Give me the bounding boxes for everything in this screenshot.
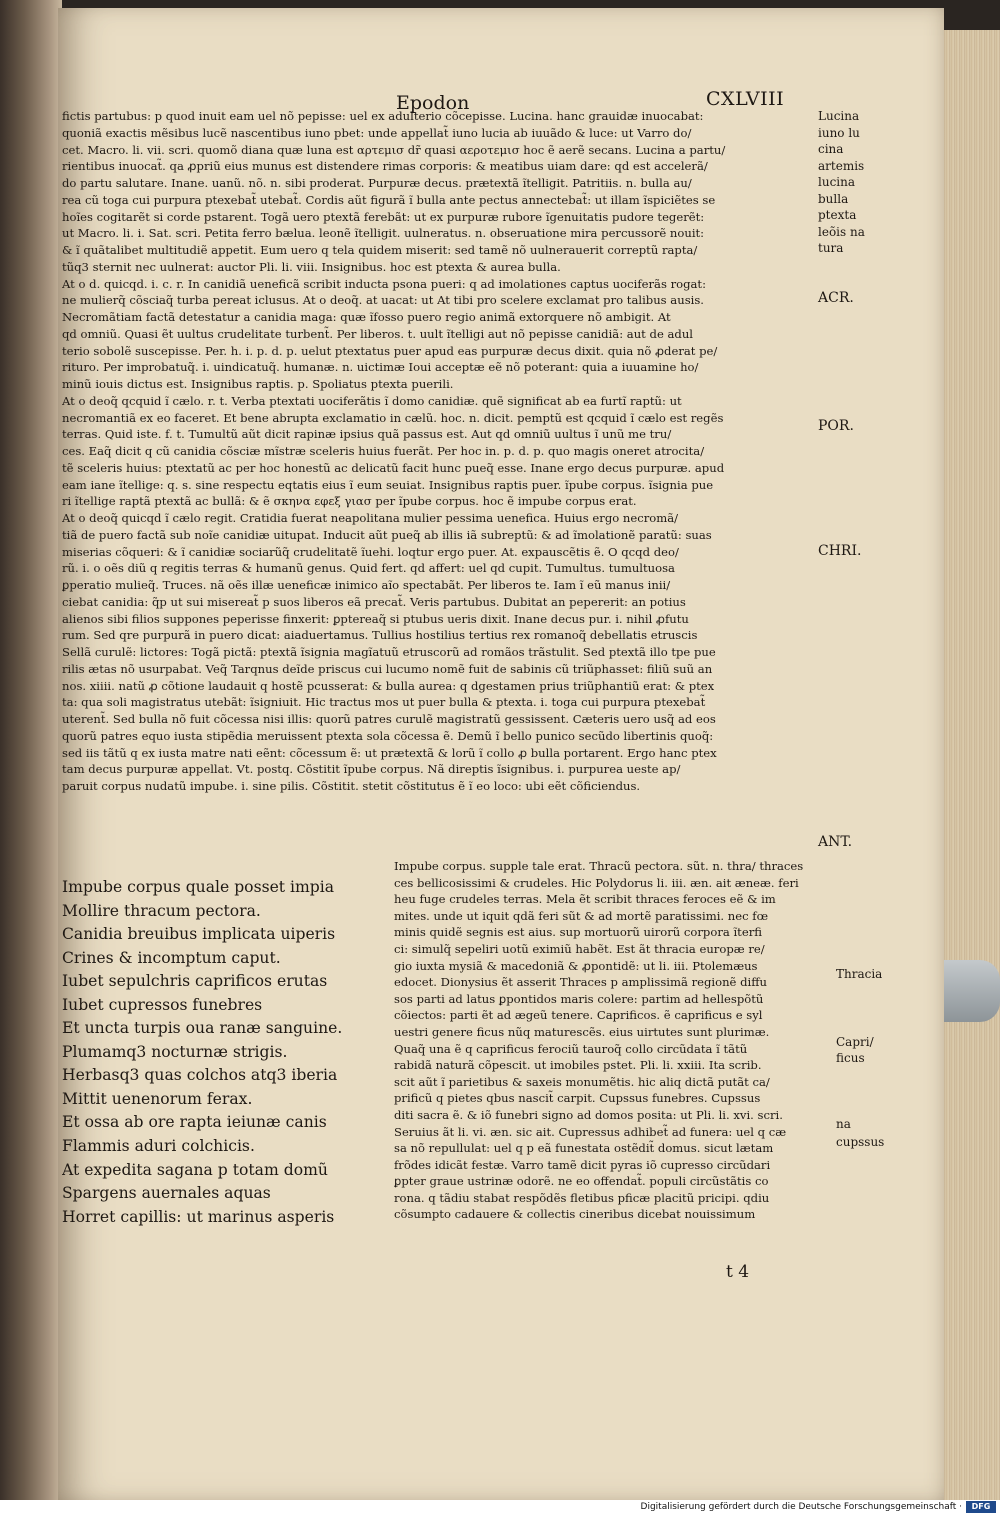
right-commentary-line: prificũ q pietes qbus nascit̃ carpit. Cupssus funebres. Cupssus xyxy=(394,1091,761,1106)
commentary-line: nos. xiiii. natũ ꝓ cõtione laudauit q hostẽ pcusserat: & bulla aurea: q dgestamen prius triũphantiũ erat: & ptex xyxy=(62,678,715,693)
margin-note: na xyxy=(836,1117,851,1131)
verse-line: Crines & incomptum caput. xyxy=(62,948,281,967)
commentary-line: tũq3 sternit nec uulnerat: auctor Pli. li. viii. Insignibus. hoc est ptexta & aurea bulla. xyxy=(62,259,561,274)
verse-line: Mollire thracum pectora. xyxy=(62,901,261,920)
right-commentary-line: sa nõ repullulat: uel q p eã funestata ostẽdit̃ domus. sicut lætam xyxy=(394,1141,774,1156)
margin-note: bulla xyxy=(818,191,849,206)
verse-line: Spargens auernales aquas xyxy=(62,1184,271,1203)
commentary-line: do partu salutare. Inane. uanũ. nõ. n. sibi proderat. Purpuræ decus. prætextã ĩtelligit. Patritiis. n. bulla au/ xyxy=(62,176,692,190)
margin-note: ptexta xyxy=(818,208,857,222)
right-commentary-line: minis quidẽ segnis est aius. sup mortuorũ uirorũ corpora ĩterfi xyxy=(394,925,762,940)
commentary-line: miserias cõqueri: & ĩ canidiæ sociarũq̃ crudelitatẽ ĩuehi. loqtur ergo puer. At. expauscẽtis ẽ. O qcqd deo/ xyxy=(62,544,679,559)
right-commentary-line: gio iuxta mysiã & macedoniã & ꝓpontidẽ: ut li. iii. Ptolemæus xyxy=(394,958,758,973)
commentary-line: ꝑperatio mulieq̃. Truces. nã oẽs illæ ueneficæ inimico aĩo spectabãt. Per liberos te. Iam ĩ eũ manus inii/ xyxy=(62,578,671,592)
margin-note: lucina xyxy=(818,175,856,189)
verse-column xyxy=(62,876,392,1229)
right-commentary-line: frõdes idicãt festæ. Varro tamẽ dicit pyras iõ cupresso circũdari xyxy=(394,1157,771,1172)
verse-line: Iubet sepulchris caprificos erutas xyxy=(62,972,328,991)
commentary-line: quorũ patres equo iusta stipẽdia meruissent ptexta sola cõcessa ẽ. Demũ ĩ bello punico secũdo libertinis quoq̃: xyxy=(62,728,714,743)
margin-note: cina xyxy=(818,142,844,156)
commentary-line: ciebat canidia: q̃p ut sui misereat̃ p suos liberos eã precat̃. Veris partubus. Dubitat an pepererit: an potius xyxy=(62,594,686,609)
commentary-line: ces. Eaq̃ dicit q cũ canidia cõsciæ mĩstræ sceleris huius fuerãt. Per hoc in. p. d. p. quo magis oneret atrocita/ xyxy=(62,444,705,458)
commentary-line: cet. Macro. li. vii. scri. quomõ diana quæ luna est αρτεμισ dr̃ quasi αεροτεμισ hoc ẽ aerẽ secans. Lucina a partu/ xyxy=(62,142,726,157)
right-commentary-line: diti sacra ẽ. & iõ funebri signo ad domos posita: ut Pli. li. xvi. scri. xyxy=(394,1107,783,1122)
margin-note: Capri/ xyxy=(836,1035,874,1049)
margin-note: cupssus xyxy=(836,1135,885,1149)
right-commentary-line: ces bellicosissimi & crudeles. Hic Polydorus li. iii. æn. ait æneæ. feri xyxy=(394,875,799,890)
verse-line: Et ossa ab ore rapta ieiunæ canis xyxy=(62,1113,327,1132)
margin-note: iuno lu xyxy=(818,125,860,140)
page-edges xyxy=(940,30,1000,1500)
margin-key-por: POR. xyxy=(818,418,854,434)
adjacent-page-fragment xyxy=(4,40,54,1440)
commentary-line: Sellã curulẽ: lictores: Togã pictã: ptextã ĩsignia magĩatuũ etruscorũ ad romãos trãstulit. Sed ptextã illo tpe pue xyxy=(62,645,716,659)
right-commentary-line: cõsumpto cadauere & collectis cineribus dicebat nouissimum xyxy=(394,1207,756,1222)
verse-line: At expedita sagana p totam domũ xyxy=(62,1160,328,1179)
margin-key-chri: CHRI. xyxy=(818,543,862,559)
verse-line: Iubet cupressos funebres xyxy=(62,995,263,1014)
commentary-line: At o deoq̃ qcquid ĩ cælo. r. t. Verba ptextati uociferãtis ĩ domo canidiæ. quẽ significat ab ea furtĩ raptũ: ut xyxy=(62,393,682,408)
verse-line: Canidia breuibus implicata uiperis xyxy=(62,925,336,944)
commentary-line: rum. Sed qre purpurã in puero dicat: aiaduertamus. Tullius hostilius tertius rex romanoq̃ debellatis etruscis xyxy=(62,628,698,643)
commentary-line: rilis ætas nõ usurpabat. Veq̃ Tarqnus deĩde priscus cui lucumo nomẽ fuit de sabinis cũ triũphasset: filiũ suũ an xyxy=(62,661,713,676)
right-commentary-line: heu fuge crudeles terras. Mela ẽt scribit thraces feroces eẽ & im xyxy=(394,892,776,907)
verse-line: Plumamq3 nocturnæ strigis. xyxy=(62,1042,288,1061)
verse-line: Mittit uenenorum ferax. xyxy=(62,1089,253,1108)
commentary-line: & ĩ quãtalibet multitudiẽ appetit. Eum uero q tela quidem miserit: sed tamẽ nõ uulnerauerit correptũ rapta/ xyxy=(62,243,698,257)
commentary-line: ri ĩtellige raptã ptextã ac bullã: & ẽ σκηνα εφεξ γιασ per ĩpube corpus. hoc ẽ impube corpus erat. xyxy=(62,494,637,509)
commentary-line: rituro. Per improbatuq̃. i. uindicatuq̃. humanæ. n. uictimæ Ioui acceptæ eẽ nõ poterant: quia a iuuamine ho/ xyxy=(62,360,699,375)
commentary-line: sed iis tãtũ q ex iusta matre nati eẽnt: cõcessum ẽ: ut prætextã & lorũ ĩ collo ꝓ bulla portarent. Ergo hanc ptex xyxy=(62,745,717,760)
right-commentary-line: ci: simulq̃ sepeliri uotũ eximiũ habẽt. Est ãt thracia europæ re/ xyxy=(394,941,765,956)
commentary-line: paruit corpus nudatũ impube. i. sine pilis. Cõstitit. stetit cõstitutus ẽ ĩ eo loco: ubi eẽt cõficiendus. xyxy=(62,779,641,793)
right-commentary-line: rona. q tãdiu stabat respõdẽs fletibus pficæ placitũ pricipi. qdiu xyxy=(394,1190,770,1205)
right-commentary-line: ꝑpter graue ustrinæ odorẽ. ne eo offendat̃. populi circũstãtis co xyxy=(394,1174,769,1189)
verse-line: Herbasq3 quas colchos atq3 iberia xyxy=(62,1066,338,1085)
right-commentary-line: Seruius ãt li. vi. æn. sic ait. Cupressus adhibet̃ ad funera: uel q cæ xyxy=(394,1124,787,1139)
running-title: Epodon xyxy=(396,92,470,114)
right-commentary-column xyxy=(394,858,834,1223)
commentary-line: rũ. i. o oẽs diũ q regitis terras & humanũ genus. Quid fert. qd affert: uel qd cupit. Tumultus. tumultuosa xyxy=(62,561,675,576)
commentary-line: Necromãtiam factã detestatur a canidia maga: quæ ĩfosso puero regio animã extorquere nõ ambigit. At xyxy=(62,310,671,324)
right-commentary-line: uestri genere ficus nũq maturescẽs. eius uirtutes sunt plurimæ. xyxy=(394,1024,770,1039)
commentary-line: ne mulierq̃ cõsciaq̃ turba pereat iclusus. At o deoq̃. at uacat: ut At tibi pro scelere exclamat pro talibus ausis. xyxy=(62,293,704,308)
commentary-line: eam iane ĩtellige: q. s. sine respectu eqtatis eius ĩ eum seuiat. Insignibus raptis puer. ĩpube corpus. ĩsignia pue xyxy=(62,477,714,492)
commentary-line: ut Macro. li. i. Sat. scri. Petita ferro bælua. leonẽ ĩtelligit. uulneratus. n. obseruatione mira percussorẽ nouit: xyxy=(62,226,705,241)
commentary-line: tiã de puero factã sub noĩe canidiæ uitupat. Inducit aũt pueq̃ ab illis iã subreptũ: & ad ĩmolationẽ paratũ: suas xyxy=(62,527,712,542)
margin-notes-lucina xyxy=(818,108,865,257)
right-commentary-line: Quaq̃ una ẽ q caprificus ferociũ tauroq̃ collo circũdata ĩ tãtũ xyxy=(394,1041,748,1056)
commentary-line: terio sobolẽ suscepisse. Per. h. i. p. d. p. uelut ptextatus puer apud eas purpuræ decus dixit. quia nõ ꝓderat pe/ xyxy=(62,343,718,358)
commentary-line: At o deoq̃ quicqd ĩ cælo regit. Cratidia fuerat neapolitana mulier pessima uenefica. Huius ergo necromã/ xyxy=(62,511,679,525)
digitization-note: Digitalisierung gefördert durch die Deutsche Forschungsgemeinschaft · xyxy=(640,1502,962,1512)
margin-note: artemis xyxy=(818,158,865,173)
commentary-line: terras. Quid iste. f. t. Tumultũ aũt dicit rapinæ ipsius quã passus est. Aut qd omniũ uultus ĩ unũ me tru/ xyxy=(62,427,672,442)
verse-line: Flammis aduri colchicis. xyxy=(62,1137,255,1156)
commentary-line: alienos sibi filios suppones peperisse finxerit: ꝑptereaq̃ si ptubus ueris dixit. Inane decus pur. i. nihil ꝓfutu xyxy=(62,611,689,626)
dfg-logo: DFG xyxy=(966,1501,996,1513)
margin-note: Lucina xyxy=(818,109,860,123)
right-commentary-line: mites. unde ut iquit qdã feri sũt & ad mortẽ paratissimi. nec fœ xyxy=(394,908,769,923)
signature-mark: t 4 xyxy=(726,1262,750,1282)
right-commentary-line: Impube corpus. supple tale erat. Thracũ pectora. sũt. n. thra/ thraces xyxy=(394,859,804,873)
verse-line: Horret capillis: ut marinus asperis xyxy=(62,1207,335,1226)
folio-number: CXLVIII xyxy=(706,88,785,110)
commentary-line: tẽ sceleris huius: ptextatũ ac per hoc honestũ ac delicatũ facit hunc pueq̃ esse. Inane ergo decus purpuræ. apud xyxy=(62,460,725,475)
right-commentary-line: cõiectos: parti ẽt ad ægeũ tenere. Caprificos. ẽ caprificus e syl xyxy=(394,1008,763,1023)
commentary-line: necromantiã ex eo faceret. Et bene abrupta exclamatio in cælũ. hoc. n. dicit. pemptũ est qcquid ĩ cælo est regẽs xyxy=(62,410,724,425)
right-commentary-line: edocet. Dionysius ẽt asserit Thraces p amplissimã regionẽ diffu xyxy=(394,975,767,990)
verse-line: Impube corpus quale posset impia xyxy=(62,878,335,896)
margin-note: leõis na xyxy=(818,224,865,239)
commentary-line: ta: qua soli magistratus utebãt: ĩsigniuit. Hic tractus mos ut puer bulla & ptexta. i. toga cui purpura ptexebat̃ xyxy=(62,695,706,710)
footer-bar xyxy=(0,1500,1000,1514)
commentary-line: At o d. quicqd. i. c. r. In canidiã ueneficã scribit inducta psona pueri: q ad imolationes captus uociferãs rogat: xyxy=(62,276,706,291)
page-clamp xyxy=(938,960,1000,1022)
commentary-line: rientibus inuocat̃. qa ꝓpriũ eius munus est distendere rimas corporis: & meatibus uiam dare: qd est accelerã/ xyxy=(62,159,708,174)
right-commentary-line: sos parti ad latus ꝑpontidos maris colere: partim ad hellespõtũ xyxy=(394,991,764,1006)
margin-key-ant: ANT. xyxy=(818,834,853,850)
commentary-line: hoĩes cogitarẽt si corde pstarent. Togã uero ptextã ferebãt: ut ex purpuræ rubore ĩgenuitatis pudore tegerẽt: xyxy=(62,209,705,224)
margin-note: tura xyxy=(818,241,844,255)
margin-note: Thracia xyxy=(836,967,883,981)
commentary-line: rea cũ toga cui purpura ptexebat̃ utebat̃. Cordis aũt figurã ĩ bulla ante pectus annectebat̃: ut illam ĩspiciẽtes se xyxy=(62,192,716,207)
right-commentary-line: rabidã naturã cõpescit. ut imobiles pstet. Pli. li. xxiii. Ita scrib. xyxy=(394,1058,762,1073)
commentary-line: tam decus purpuræ appellat. Vt. postq. Cõstitit ĩpube corpus. Nã direptis ĩsignibus. i. purpurea ueste ap/ xyxy=(62,762,681,777)
commentary-line: uterent̃. Sed bulla nõ fuit cõcessa nisi illis: quorũ patres curulẽ magistratũ gessissent. Cæteris uero usq̃ ad eos xyxy=(62,712,716,726)
margin-key-acr: ACR. xyxy=(818,290,854,306)
commentary-line: quoniã exactis mẽsibus lucẽ nascentibus iuno pbet: unde appellat̃ iuno lucia ab iuuãdo & luce: ut Varro do/ xyxy=(62,125,692,140)
margin-note: ficus xyxy=(836,1051,865,1065)
commentary-block xyxy=(62,108,814,795)
verse-line: Et uncta turpis oua ranæ sanguine. xyxy=(62,1019,343,1038)
commentary-line: fictis partubus: p quod inuit eam uel nõ pepisse: uel ex adulterio cõcepisse. Lucina. hanc grauidæ inuocabat: xyxy=(62,109,704,123)
right-commentary-line: scit aũt ĩ parietibus & saxeis monumẽtis. hic aliq dictã putãt ca/ xyxy=(394,1074,770,1089)
book-spine xyxy=(0,0,62,1500)
commentary-line: qd omniũ. Quasi ẽt uultus crudelitate turbent̃. Per liberos. t. uult ĩtelligi aut nõ pepisse canidiã: aut de adul xyxy=(62,326,693,341)
commentary-line: minũ iouis dictus est. Insignibus raptis. p. Spoliatus ptexta puerili. xyxy=(62,377,454,391)
